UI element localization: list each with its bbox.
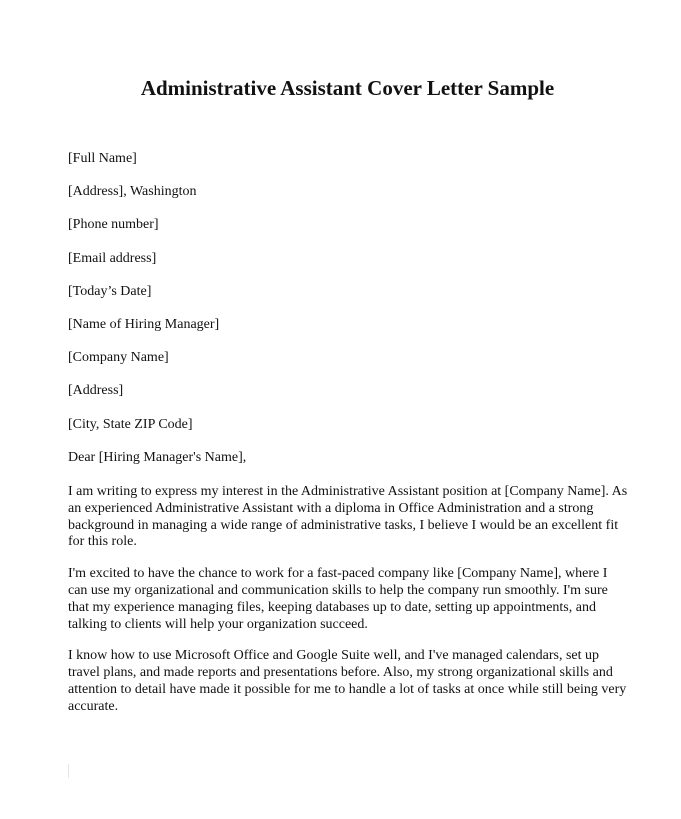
letter-body bbox=[68, 484, 628, 731]
letter-header bbox=[68, 150, 648, 482]
sender-address: [Address], Washington bbox=[68, 184, 197, 200]
text-cursor-mark bbox=[68, 764, 69, 778]
salutation: Dear [Hiring Manager's Name], bbox=[68, 449, 247, 465]
company-name: [Company Name] bbox=[68, 350, 169, 366]
sender-phone: [Phone number] bbox=[68, 217, 159, 233]
sender-full-name: [Full Name] bbox=[68, 151, 137, 166]
sender-email: [Email address] bbox=[68, 250, 157, 266]
document-title: Administrative Assistant Cover Letter Sample bbox=[140, 76, 555, 100]
body-paragraph-3: I know how to use Microsoft Office and Google Suite well, and I've managed calendars, set up travel plans, and made reports and presentations before. Also, my strong organizational skills and attention to detail have made it possible for me to handle a lot of tasks at once while still being very accurate. bbox=[68, 648, 627, 714]
company-address: [Address] bbox=[68, 383, 124, 399]
company-city-state-zip: [City, State ZIP Code] bbox=[68, 416, 193, 432]
letter-date: [Today’s Date] bbox=[68, 283, 152, 299]
body-paragraph-2: I'm excited to have the chance to work for a fast-paced company like [Company Name], where I can use my organizational and communication skills to help the company run smoothly. I'm sure that my experience managing files, keeping databases up to date, setting up appointments, and talking to clients will help your organization succeed. bbox=[68, 566, 608, 632]
body-paragraph-1: I am writing to express my interest in the Administrative Assistant position at [Company Name]. As an experienced Administrative Assistant with a diploma in Office Administration and a strong background in managing a wide range of administrative tasks, I believe I would be an excellent fit for this role. bbox=[68, 484, 628, 550]
hiring-manager-name: [Name of Hiring Manager] bbox=[68, 316, 220, 332]
